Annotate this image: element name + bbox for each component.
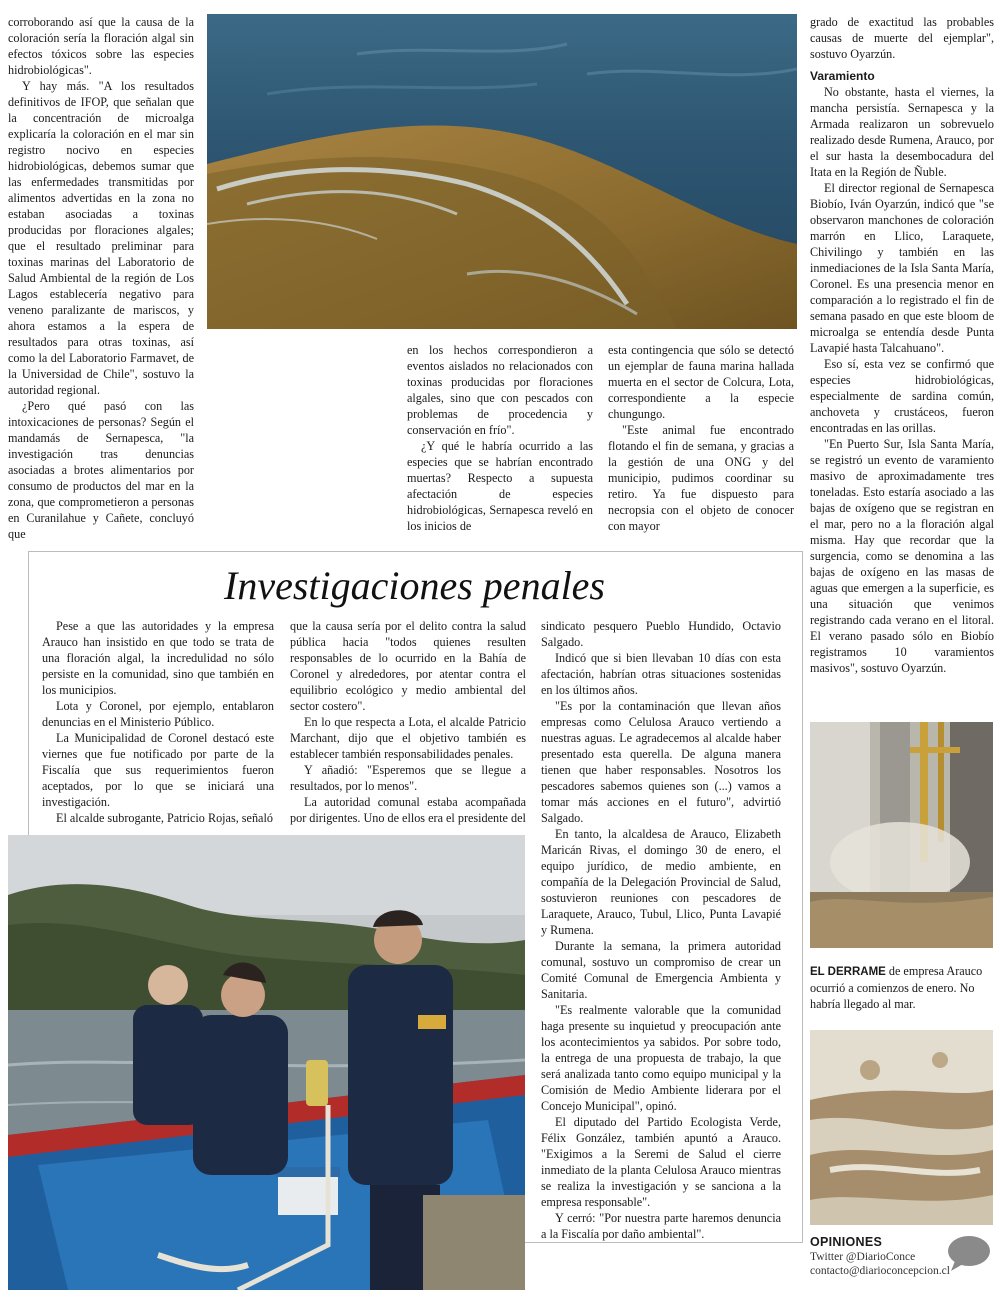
boat-sampling-photo — [8, 835, 525, 1290]
paragraph: corroborando así que la causa de la coloración sería la floración algal sin efectos tóxicos sobre las especies hidrobiológicas". — [8, 15, 194, 77]
paragraph: En lo que respecta a Lota, el alcalde Patricio Marchant, dijo que el objetivo también es establecer también responsabilidades penales. — [290, 715, 526, 761]
paragraph: Y cerró: "Por nuestra parte haremos denuncia a la Fiscalía por daño ambiental". — [541, 1211, 781, 1241]
paragraph: Y añadió: "Esperemos que se llegue a resultados, por lo menos". — [290, 763, 526, 793]
paragraph: sindicato pesquero Pueblo Hundido, Octavio Salgado. — [541, 619, 781, 649]
box-column-b — [290, 618, 526, 826]
sea-discoloration-photo — [207, 14, 797, 329]
paragraph: El alcalde subrogante, Patricio Rojas, señaló — [56, 811, 273, 825]
caption-lead: EL DERRAME — [810, 966, 886, 978]
paragraph: Eso sí, esta vez se confirmó que especies hidrobiológicas, especialmente de sardina común, anchoveta y crustáceos, fueron encontradas en las orillas. — [810, 357, 994, 435]
paragraph: El diputado del Partido Ecologista Verde, Félix González, también apuntó a Arauco. "Exigimos a la Seremi de Salud el cierre inmediato de la planta Celulosa Arauco mientras se realiza la investigación y se sanciona a la empresa responsable". — [541, 1115, 781, 1209]
article-column-3 — [608, 342, 794, 534]
subheading-varamiento: Varamiento — [810, 69, 875, 83]
paragraph: que la causa sería por el delito contra la salud pública hacia "todos quienes resulten responsables de lo ocurrido en la Bahía de Coronel y alrededores, por atentar contra el equilibrio ecológico y medio ambiental del sector costero". — [290, 619, 526, 713]
paragraph: grado de exactitud las probables causas de muerte del ejemplar", sostuvo Oyarzún. — [810, 15, 994, 61]
twitter-handle[interactable]: Twitter @DiarioConce — [810, 1251, 916, 1263]
caption-text: de empresa Arauco ocurrió a comienzos de enero. No habría llegado al mar. — [810, 964, 983, 1011]
article-column-2 — [407, 342, 593, 534]
box-column-a — [42, 618, 274, 826]
paragraph: "Este animal fue encontrado flotando el fin de semana, y gracias a la gestión de una ONG y del municipio, pudimos coordinar su retiro. Ya fue dispuesto para necropsia con el objeto de conocer con mayor — [608, 423, 794, 533]
photo-caption — [810, 963, 990, 1012]
paragraph: Y hay más. "A los resultados definitivos de IFOP, que señalan que la concentración de microalga explicaría la coloración en el mar sin registro nocivo en especies hidrobiológicas, debemos sumar que las enfermedades transmitidas por alimentos advertidas en la zona no estaban asociadas a toxinas producidas por floraciones algales; que el resultado preliminar para toxinas marinas del Laboratorio de Salud Ambiental de la región de Los Lagos establecería negativo para veneno paralizante de mariscos, y ahora estamos a la espera de resultados para otras toxinas, así como la del Laboratorio Farmavet, de la Universidad de Chile", sostuvo la autoridad regional. — [8, 79, 194, 397]
paragraph: en los hechos correspondieron a eventos aislados no relacionados con toxinas producidas por floraciones algales, sino que con pescados con problemas de procedencia y conservación en frío". — [407, 343, 593, 437]
paragraph: Durante la semana, la primera autoridad comunal, sostuvo un compromiso de crear un Comité Comunal de Emergencia Ambienta y Sanitaria. — [541, 939, 781, 1001]
paragraph: ¿Pero qué pasó con las intoxicaciones de personas? Según el mandamás de Sernapesca, "la investigación tras denuncias asociadas a brotes alimentarios por consumo de productos del mar en la zona, que comprometieron a personas en Curanilahue y Cañete, concluyó que — [8, 399, 194, 541]
article-column-1 — [8, 14, 194, 542]
paragraph: La autoridad comunal estaba acompañada por dirigentes. Uno de ellos era el presidente del — [290, 795, 526, 825]
paragraph: El director regional de Sernapesca Biobío, Iván Oyarzún, indicó que "se observaron manchones de coloración marrón en Llico, Laraquete, Chivilingo y también en las inmediaciones de la Isla Santa María, Coronel. Es una presencia menor en comparación a lo registrado el fin de semana pasado en que este bloom de microalga se entendía desde Punta Lavapié hasta Talcahuano". — [810, 181, 994, 355]
paragraph: Lota y Coronel, por ejemplo, entablaron denuncias en el Ministerio Público. — [42, 699, 274, 729]
paragraph: "Es realmente valorable que la comunidad haga presente su inquietud y preocupación ante los acontecimientos ya sabidos. Por sobre todo, la entrega de una propuesta de trabajo, la que será analizada tanto como equipo municipal y la Comisión de Medio Ambiente liderara por el Concejo Municipal", opinó. — [541, 1003, 781, 1113]
paragraph: "Es por la contaminación que llevan años empresas como Celulosa Arauco vertiendo a nuestras aguas. Le agradecemos al alcalde haber presentado esta querella. De alguna manera tienen que haber responsables. Nosotros los pescadores sabemos quienes son (...) vamos a tomar más acciones en el futuro", advirtió Salgado. — [541, 699, 781, 825]
paragraph: La Municipalidad de Coronel destacó este viernes que fue notificado por parte de la Fiscalía que sus requerimientos fueron aceptados, por lo que se iniciará una investigación. — [42, 731, 274, 809]
article-column-4 — [810, 14, 994, 676]
box-column-c — [541, 618, 781, 1242]
opinions-title: OPINIONES — [810, 1235, 883, 1249]
contact-email[interactable]: contacto@diarioconcepcion.cl — [810, 1265, 950, 1277]
paragraph: esta contingencia que sólo se detectó un ejemplar de fauna marina hallada muerta en el sector de Colcura, Lota, correspondiente a la especie chungungo. — [608, 343, 794, 421]
paragraph: En tanto, la alcaldesa de Arauco, Elizabeth Maricán Rivas, el domingo 30 de enero, el equipo jurídico, de medio ambiente, en compañía de la Delegación Provincial de Salud, sostuvieron reuniones con pescadores de Laraquete, Arauco, Tubul, Llico, Punta Lavapié y Rumena. — [541, 827, 781, 937]
speech-bubble-icon — [945, 1234, 991, 1272]
paragraph: "En Puerto Sur, Isla Santa María, se registró un evento de varamiento masivo de aproximadamente tres toneladas. Esto estaría asociado a las bajas de oxígeno que se registran en el mar, pero no a la floración algal misma. Hay que recordar que la surgencia, como se denomina a las bajas de oxígeno en las masas de aguas que emergen a la superficie, es una situación que venimos registrando cada verano en el litoral. El verano pasado sólo en Biobío registramos 10 varamientos masivos", sostuvo Oyarzún. — [810, 437, 994, 675]
foam-photo — [810, 1030, 993, 1225]
paragraph: ¿Y qué le habría ocurrido a las especies que se habrían encontrado muertas? Respecto a supuesta afectación de especies hidrobiológicas, Sernapesca reveló en los inicios de — [407, 439, 593, 533]
paragraph: Pese a que las autoridades y la empresa Arauco han insistido en que todo se trata de una floración algal, la incredulidad no sólo persiste en la comunidad, sino que también en los municipios. — [42, 619, 274, 697]
paragraph: Indicó que si bien llevaban 10 días con esta afectación, habrían otras situaciones sostenidas en los últimos años. — [541, 651, 781, 697]
spill-pipe-photo — [810, 722, 993, 948]
paragraph: No obstante, hasta el viernes, la mancha persistía. Sernapesca y la Armada realizaron un sobrevuelo realizado desde Rumena, Arauco, por el sur hasta la desembocadura del Itata en la Región de Ñuble. — [810, 85, 994, 179]
box-title: Investigaciones penales — [224, 563, 605, 608]
